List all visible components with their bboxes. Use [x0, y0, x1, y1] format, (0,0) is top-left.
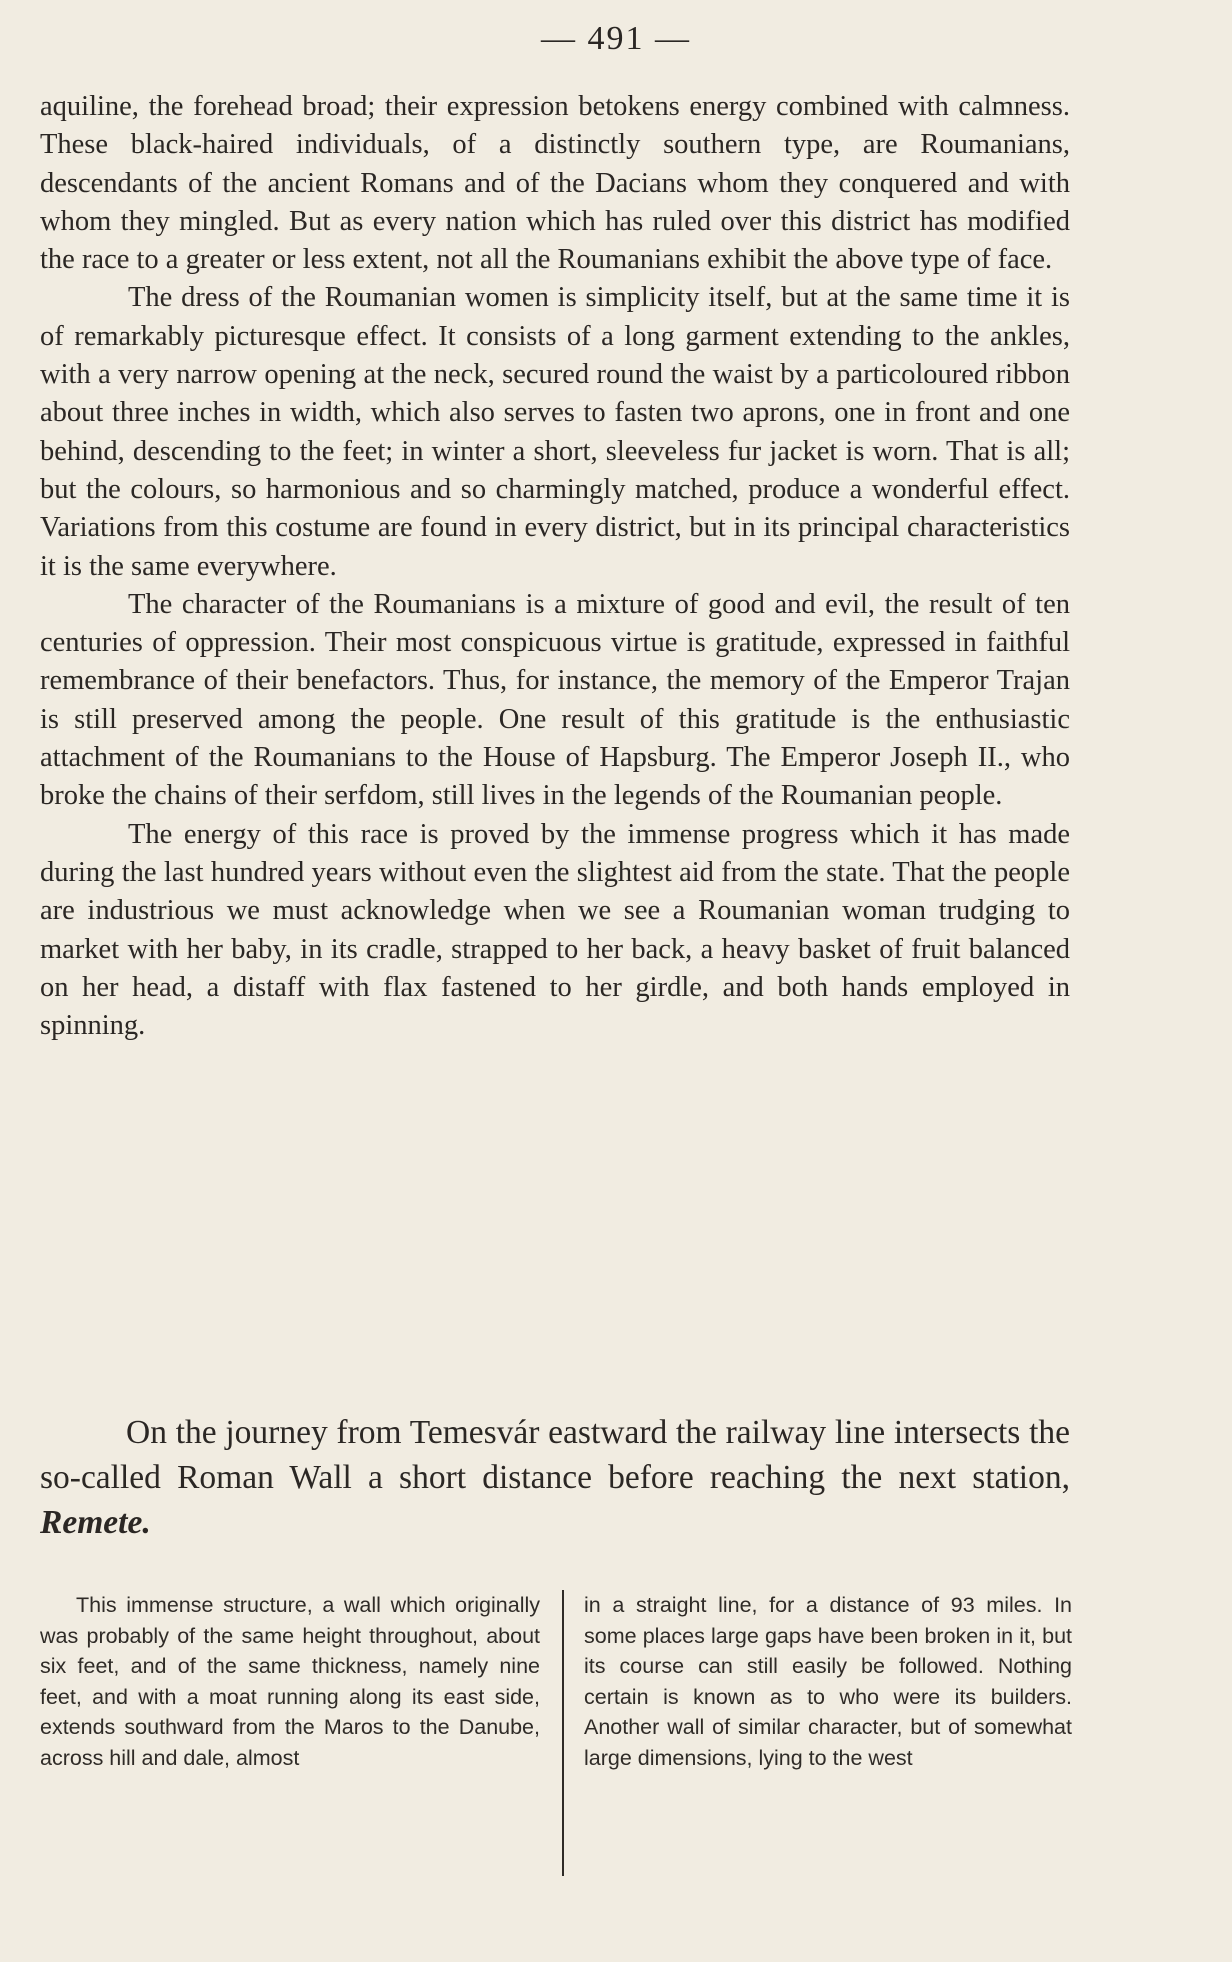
page-number: — 491 —	[541, 20, 691, 57]
column-divider	[562, 1590, 564, 1876]
paragraph: The character of the Roumanians is a mixture of good and evil, the result of ten centuries of oppression. Their most conspicuous virtue is gratitude, expressed in faithful remembrance of their benefactors. Thus, for instance, the memory of the Emperor Trajan is still preserved among the people. One result of this gratitude is the enthusiastic attachment of the Roumanians to the House of Hapsburg. The Emperor Joseph II., who broke the chains of their serfdom, still lives in the legends of the Roumanian people.	[40, 588, 1070, 812]
paragraph: The dress of the Roumanian women is simplicity itself, but at the same time it is of remarkably picturesque effect. It consists of a long garment extending to the ankles, with a very narrow opening at the neck, secured round the waist by a particoloured ribbon about three inches in width, which also serves to fasten two aprons, one in front and one behind, descending to the feet; in winter a short, sleeveless fur jacket is worn. That is all; but the colours, so harmonious and so charmingly matched, produce a wonderful effect. Variations from this costume are found in every district, but in its principal characteristics it is the same everywhere.	[40, 282, 1070, 582]
column-right: in a straight line, for a distance of 93 miles. In some places large gaps have been broken in it, but its course can still easily be followed. Nothing certain is known as to who were its builders. Another wall of similar character, but of somewhat large dimensions, lying to the west	[584, 1593, 1072, 1770]
lead-text: On the journey from Temesvár eastward the railway line intersects the so-called Roman Wall a short distance before reaching the next station,	[40, 1414, 1070, 1496]
paragraph: aquiline, the forehead broad; their expression betokens energy combined with calmness. These black-haired individuals, of a distinctly southern type, are Roumanians, descendants of the ancient Romans and of the Dacians whom they conquered and with whom they mingled. But as every nation which has ruled over this district has modified the race to a greater or less extent, not all the Roumanians exhibit the above type of face.	[40, 91, 1070, 276]
column-left: This immense structure, a wall which originally was probably of the same height throughout, about six feet, and of the same thickness, namely nine feet, and with a moat running along its east side, extends southward from the Maros to the Danube, across hill and dale, almost	[40, 1593, 540, 1770]
main-text	[40, 88, 1070, 1045]
lead-paragraph	[40, 1410, 1070, 1545]
station-name: Remete.	[40, 1504, 151, 1541]
paragraph: The energy of this race is proved by the immense progress which it has made during the last hundred years without even the slightest aid from the state. That the people are industrious we must acknowledge when we see a Roumanian woman trudging to market with her baby, in its cradle, strapped to her back, a heavy basket of fruit balanced on her head, a distaff with flax fastened to her girdle, and both hands employed in spinning.	[40, 818, 1070, 1042]
